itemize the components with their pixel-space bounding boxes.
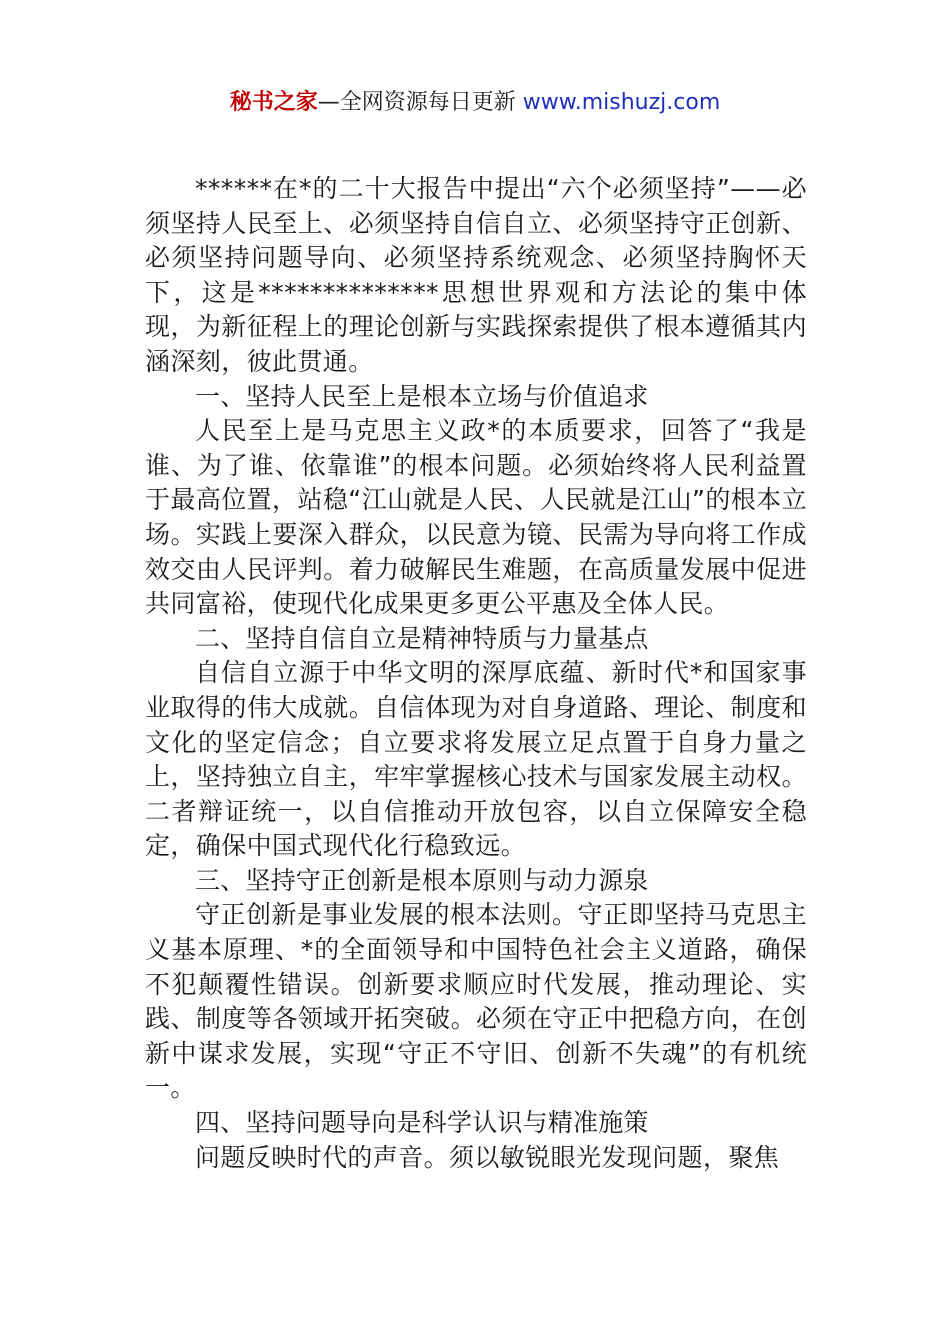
section-heading-3: 三、坚持守正创新是根本原则与动力源泉 xyxy=(195,865,649,895)
article-body xyxy=(145,172,807,1175)
section-paragraph-2: 自信自立源于中华文明的深厚底蕴、新时代*和国家事业取得的伟大成就。自信体现为对自身道路、理论、制度和文化的坚定信念；自立要求将发展立足点置于自身力量之上，坚持独立自主，牢牢掌握核心技术与国家发展主动权。二者辩证统一，以自信推动开放包容，以自立保障安全稳定，确保中国式现代化行稳致远。 xyxy=(145,658,807,861)
section-heading-1: 一、坚持人民至上是根本立场与价值追求 xyxy=(195,381,649,411)
section-heading-2: 二、坚持自信自立是精神特质与力量基点 xyxy=(195,623,649,653)
page-header xyxy=(0,88,950,118)
brand-name: 秘书之家 xyxy=(229,90,318,115)
section-heading-4: 四、坚持问题导向是科学认识与精准施策 xyxy=(195,1108,649,1138)
section-paragraph-1: 人民至上是马克思主义政*的本质要求，回答了“我是谁、为了谁、依靠谁”的根本问题。必须始终将人民利益置于最高位置，站稳“江山就是人民、人民就是江山”的根本立场。实践上要深入群众，以民意为镜、民需为导向将工作成效交由人民评判。着力破解民生难题，在高质量发展中促进共同富裕，使现代化成果更多更公平惠及全体人民。 xyxy=(145,416,807,619)
intro-paragraph: ******在*的二十大报告中提出“六个必须坚持”——必须坚持人民至上、必须坚持自信自立、必须坚持守正创新、必须坚持问题导向、必须坚持系统观念、必须坚持胸怀天下，这是**************思想世界观和方法论的集中体现，为新征程上的理论创新与实践探索提供了根本遵循其内涵深刻，彼此贯通。 xyxy=(145,174,807,376)
section-paragraph-3: 守正创新是事业发展的根本法则。守正即坚持马克思主义基本原理、*的全面领导和中国特色社会主义道路，确保不犯颠覆性错误。创新要求顺应时代发展，推动理论、实践、制度等各领域开拓突破。必须在守正中把稳方向，在创新中谋求发展，实现“守正不守旧、创新不失魂”的有机统一。 xyxy=(145,900,807,1103)
site-url-link[interactable]: www.mishuzj.com xyxy=(522,90,721,115)
section-paragraph-4: 问题反映时代的声音。须以敏锐眼光发现问题，聚焦 xyxy=(195,1142,780,1172)
header-tagline: —全网资源每日更新 xyxy=(317,90,523,115)
